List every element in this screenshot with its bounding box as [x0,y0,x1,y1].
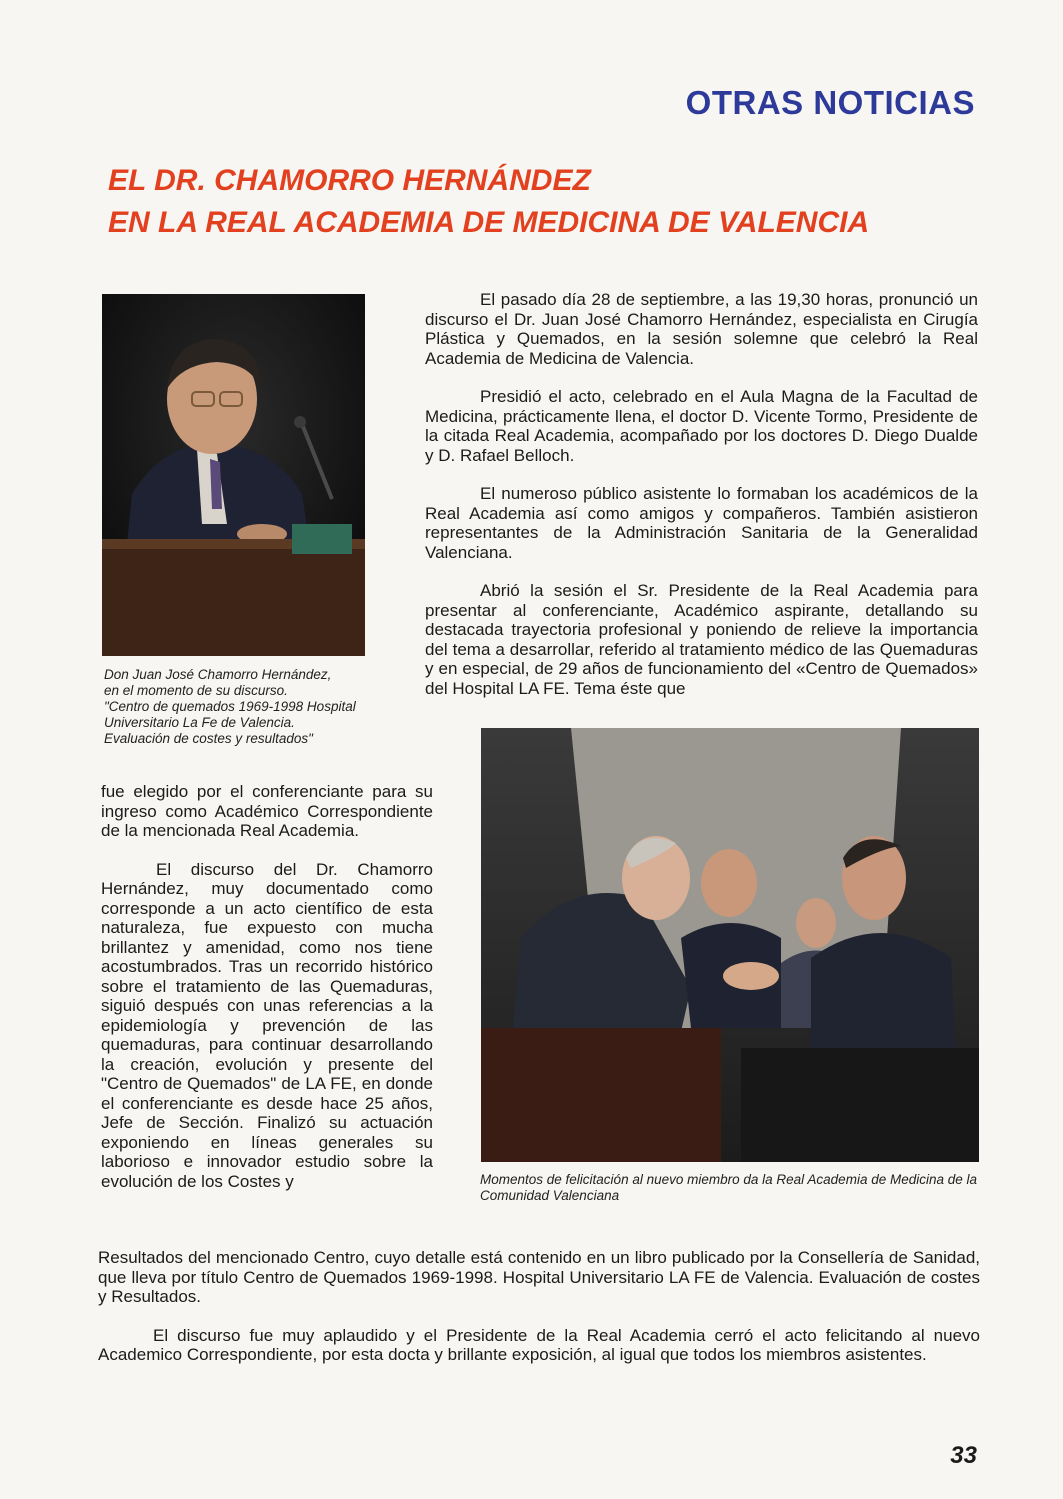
paragraph: Presidió el acto, celebrado en el Aula Magna de la Facultad de Medicina, prácticamente llena, el doctor D. Vicente Tormo, Presidente de la citada Real Academia, acompañado por los doctores D. Diego Dualde y D. Rafael Belloch. [425,387,978,465]
article-headline [108,160,938,244]
paragraph: Resultados del mencionado Centro, cuyo detalle está contenido en un libro publicado por la Consellería de Sanidad, que lleva por título Centro de Quemados 1969-1998. Hospital Universitario LA FE de Valencia. Evaluación de costes y Resultados. [98,1248,980,1306]
article-column-full [98,1248,980,1384]
paragraph: El pasado día 28 de septiembre, a las 19,30 horas, pronunció un discurso el Dr. Juan José Chamorro Hernández, especialista en Cirugía Plástica y Quemados, en la sesión solemne que celebró la Real Academia de Medicina de Valencia. [425,290,978,368]
paragraph: El discurso fue muy aplaudido y el Presidente de la Real Academia cerró el acto felicitando al nuevo Academico Correspondiente, por esta docta y brillante exposición, al igual que todos los miembros asistentes. [98,1325,980,1364]
paragraph: El numeroso público asistente lo formaban los académicos de la Real Academia así como amigos y compañeros. También asistieron representantes de la Administración Sanitaria de la Generalidad Valenciana. [425,484,978,562]
headline-line-2: EN LA REAL ACADEMIA DE MEDICINA DE VALENCIA [108,206,870,239]
handshake-photo [481,728,979,1162]
headline-line-1: EL DR. CHAMORRO HERNÁNDEZ [108,164,591,197]
handshake-photo-caption: Momentos de felicitación al nuevo miembro da la Real Academia de Medicina de la Comunidad Valenciana [480,1172,978,1203]
paragraph: fue elegido por el conferenciante para su ingreso como Académico Correspondiente de la mencionada Real Academia. [101,782,433,840]
caption-line: Universitario La Fe de Valencia. [104,715,295,730]
article-column-right [425,290,978,717]
paragraph: Abrió la sesión el Sr. Presidente de la Real Academia para presentar al conferenciante, Académico aspirante, detallando su destacada trayectoria profesional y poniendo de relieve la importancia del tema a desarrollar, referido al tratamiento médico de las Quemaduras y en especial, de 29 años de funcionamiento del «Centro de Quemados» del Hospital LA FE. Tema éste que [425,581,978,698]
paragraph: El discurso del Dr. Chamorro Hernández, muy documentado como corresponde a un acto científico de esta naturaleza, fue expuesto con mucha brillantez y amenidad, como nos tiene acostumbrados. Tras un recorrido histórico sobre el tratamiento de las Quemaduras, siguió después con unas referencias a la epidemiología y prevención de las quemaduras, para continuar desarrollando la creación, evolución y presente del "Centro de Quemados" de LA FE, en donde el conferenciante es desde hace 25 años, Jefe de Sección. Finalizó su actuación exponiendo en líneas generales su laborioso e innovador estudio sobre la evolución de los Costes y [101,859,433,1191]
speaker-photo-caption [104,667,369,747]
section-header: OTRAS NOTICIAS [685,84,975,121]
caption-line: Don Juan José Chamorro Hernández, [104,667,332,682]
page-number: 33 [950,1442,977,1469]
article-column-left [101,782,433,1210]
caption-line: "Centro de quemados 1969-1998 Hospital [104,699,356,714]
caption-line: en el momento de su discurso. [104,683,288,698]
caption-line: Evaluación de costes y resultados" [104,731,313,746]
speaker-photo [102,294,365,656]
